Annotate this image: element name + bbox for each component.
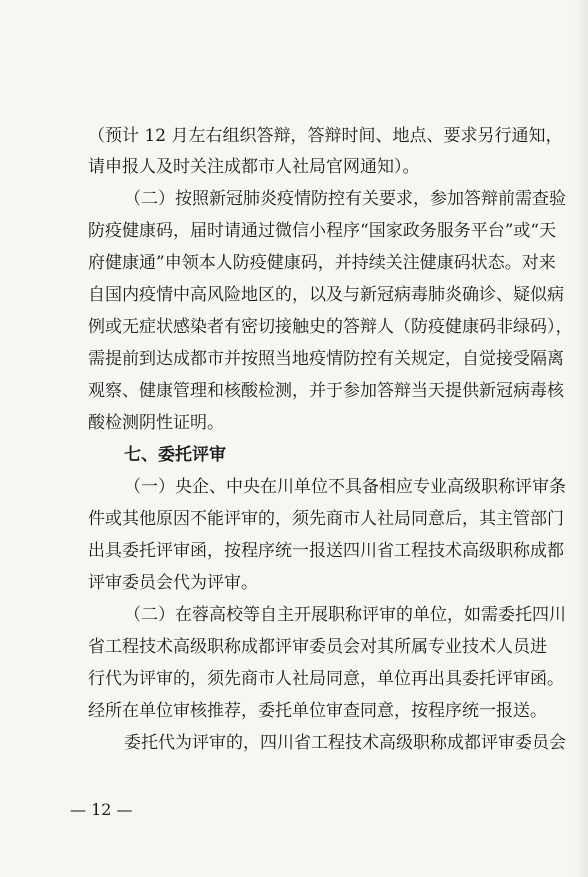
page-number: — 12 — — [70, 800, 133, 819]
paragraph-line: 例或无症状感染者有密切接触史的答辩人（防疫健康码非绿码）， — [88, 317, 573, 337]
paragraph-line: 观察、健康管理和核酸检测，并于参加答辩当天提供新冠病毒核 — [88, 381, 564, 401]
paragraph-line: （二）在蓉高校等自主开展职称评审的单位，如需委托四川 — [124, 605, 566, 625]
paragraph-line: 出具委托评审函，按程序统一报送四川省工程技术高级职称成都 — [88, 541, 564, 561]
paragraph-line: （预计 12 月左右组织答辩，答辩时间、地点、要求另行通知， — [88, 126, 563, 146]
paragraph-line: 件或其他原因不能评审的，须先商市人社局同意后，其主管部门 — [88, 509, 564, 529]
paragraph-line: 委托代为评审的，四川省工程技术高级职称成都评审委员会 — [124, 733, 566, 753]
scan-edge-shadow — [574, 0, 588, 877]
paragraph-line: 防疫健康码，届时请通过微信小程序“国家政务服务平台”或“天 — [88, 221, 557, 241]
paragraph-line: 自国内疫情中高风险地区的，以及与新冠病毒肺炎确诊、疑似病 — [88, 285, 564, 305]
section-heading: 七、委托评审 — [124, 445, 226, 465]
paragraph-line: 酸检测阴性证明。 — [88, 413, 224, 433]
paragraph-line: 行代为评审的，须先商市人社局同意，单位再出具委托评审函。 — [88, 669, 564, 689]
paragraph-line: 请申报人及时关注成都市人社局官网通知）。 — [88, 157, 420, 177]
paragraph-line: 评审委员会代为评审。 — [88, 573, 258, 593]
paragraph-line: 省工程技术高级职称成都评审委员会对其所属专业技术人员进 — [88, 637, 547, 657]
paragraph-line: 府健康通”申领本人防疫健康码，并持续关注健康码状态。对来 — [88, 253, 556, 273]
paragraph-line: 需提前到达成都市并按照当地疫情防控有关规定，自觉接受隔离 — [88, 349, 564, 369]
paragraph-line: （一）央企、中央在川单位不具备相应专业高级职称评审条 — [124, 477, 566, 497]
paragraph-line: 经所在单位审核推荐，委托单位审查同意，按程序统一报送。 — [88, 701, 547, 721]
paragraph-line: （二）按照新冠肺炎疫情防控有关要求，参加答辩前需查验 — [124, 189, 566, 209]
